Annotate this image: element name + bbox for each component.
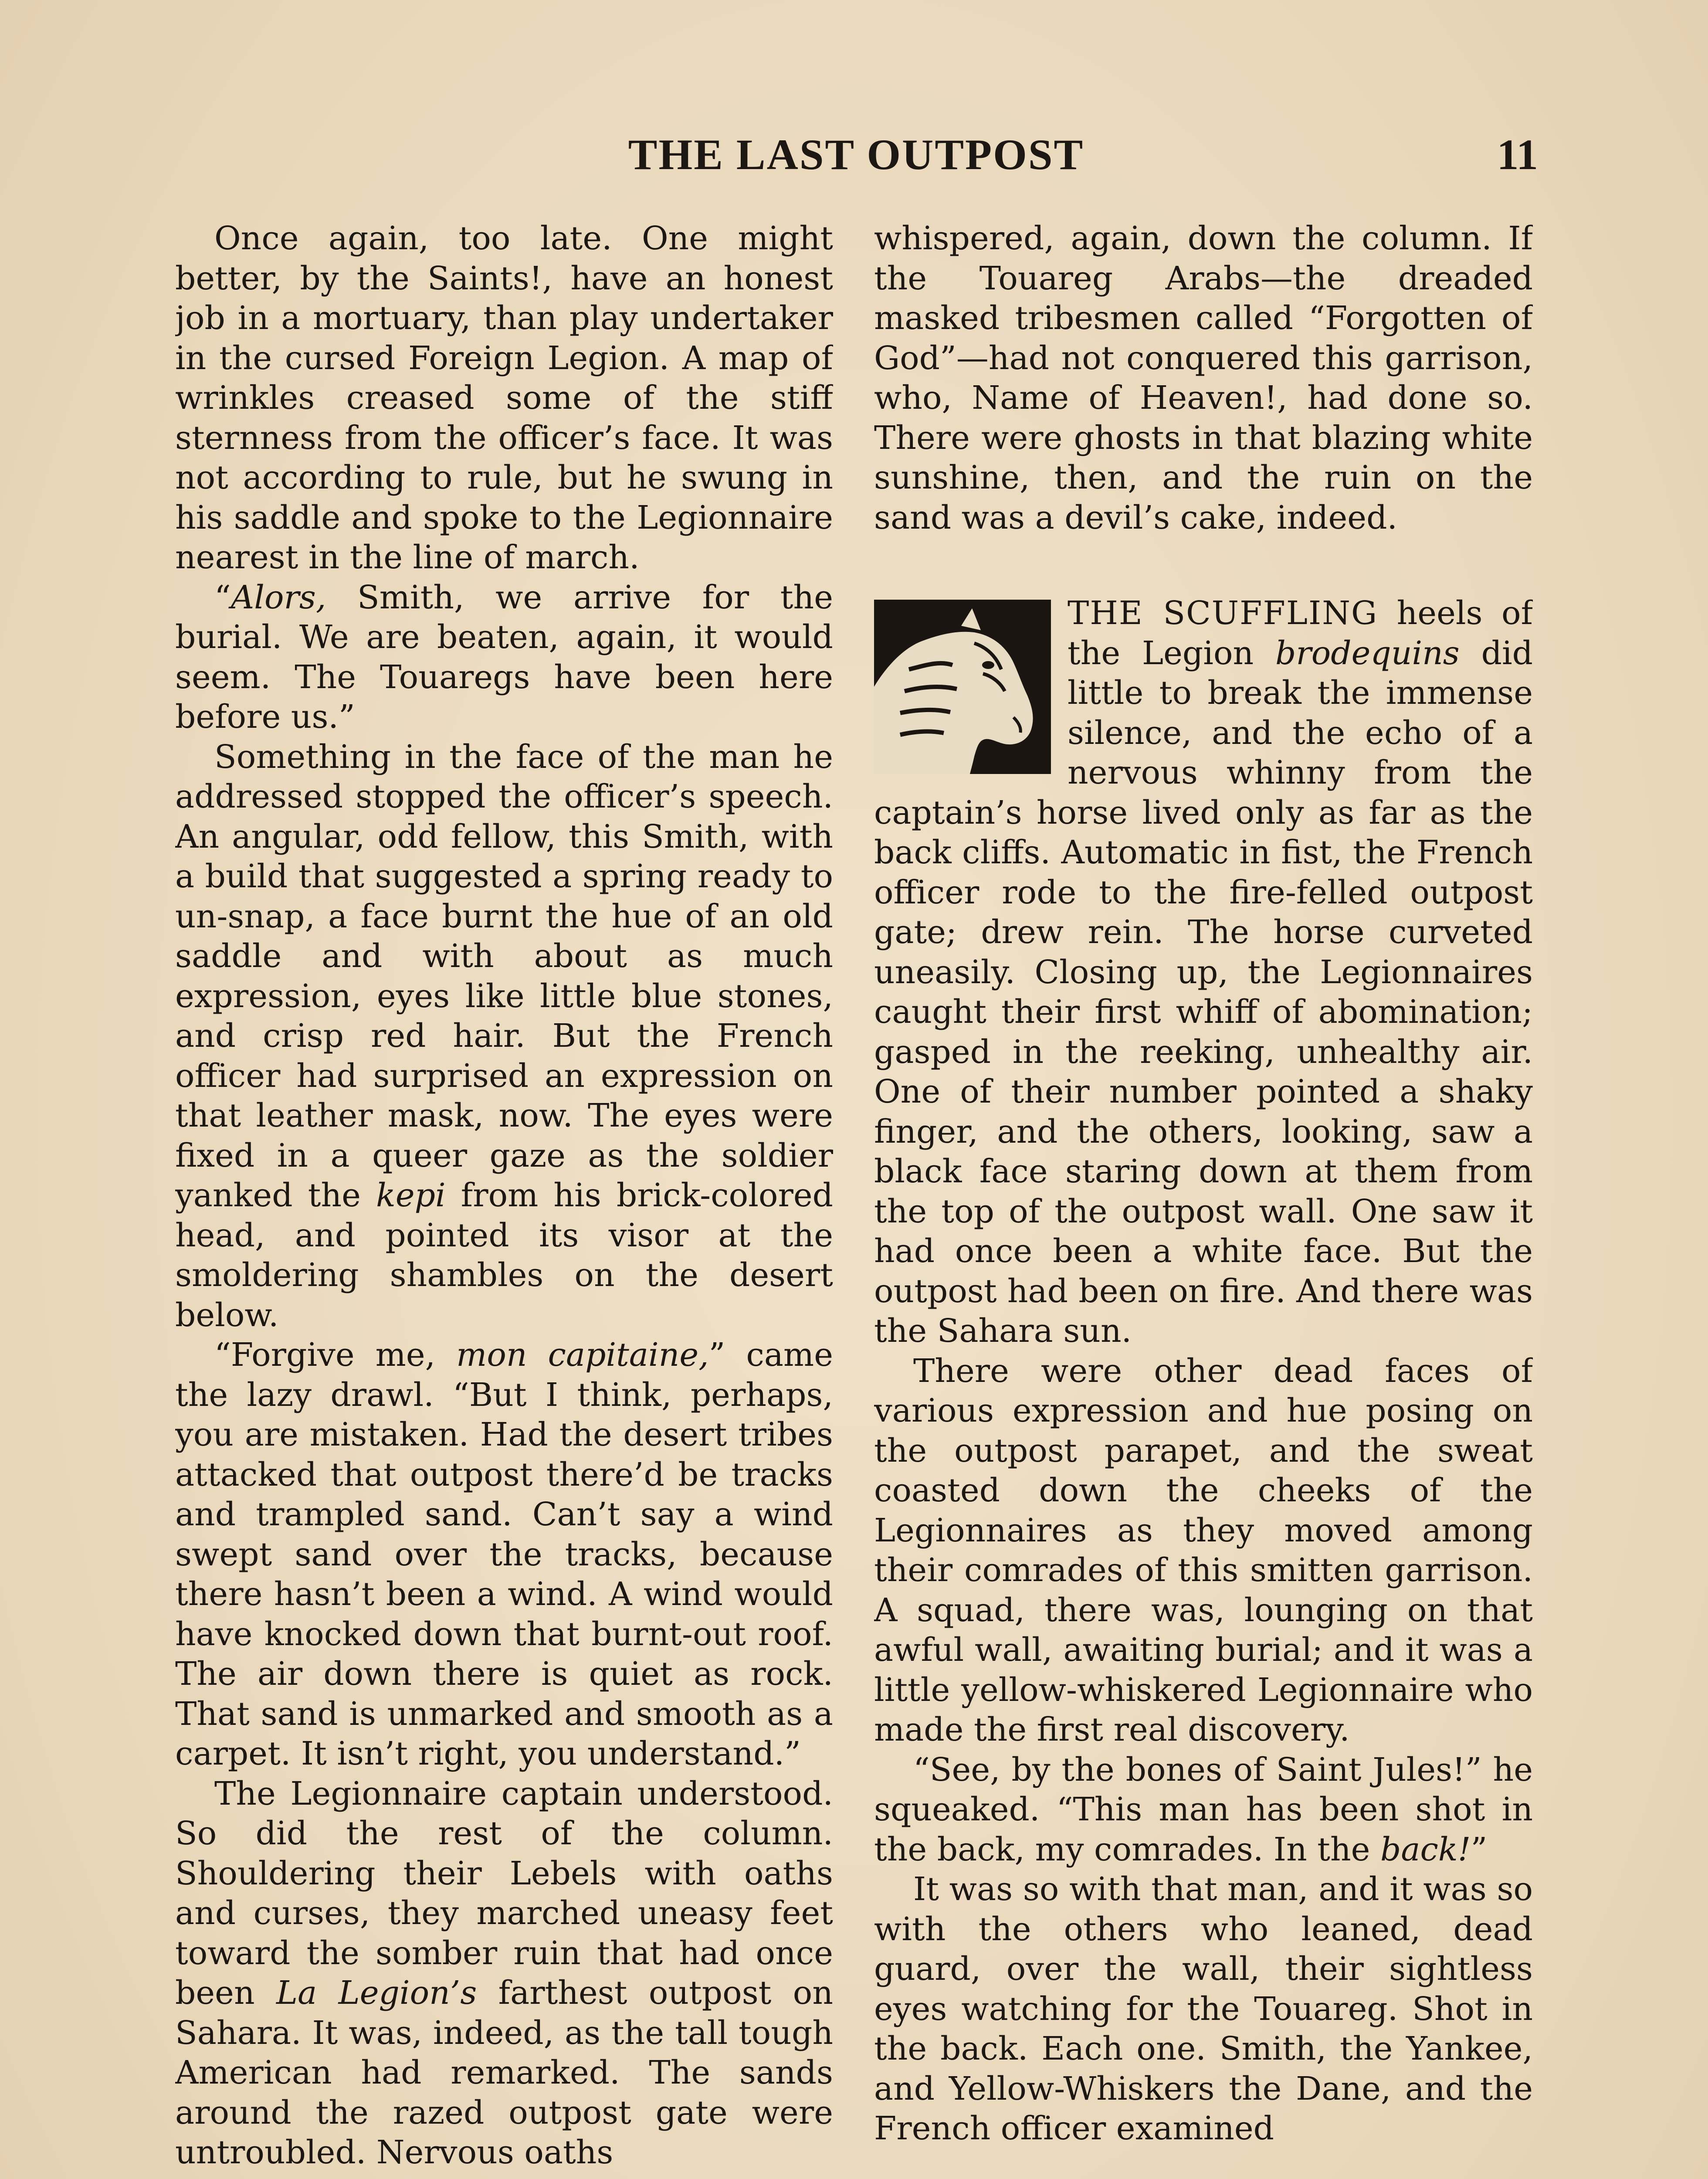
page-number: 11 [1497, 130, 1538, 179]
paragraph: “See, by the bones of Saint Jules!” he squeaked. “This man has been shot in the back, my comrades. In the back!” [874, 1751, 1533, 1868]
paragraph: THE SCUFFLING heels of the Legion brodequins did little to break the immense silence, and the echo of a nervous whinny from the captain’s horse lived only as far as the back cliffs. Automatic in fist, the French officer rode to the fire-felled outpost gate; drew rein. The horse curveted uneasily. Closing up, the Legionnaires caught their first whiff of abomination; gasped in the reeking, unhealthy air. One of their number pointed a shaky finger, and the others, looking, saw a black face staring down at them from the top of the outpost wall. One saw it had once been a white face. But the outpost had been on fire. And there was the Sahara sun. [874, 594, 1533, 1350]
paragraph: The Legionnaire captain understood. So did the rest of the column. Shouldering their Lebels with oaths and curses, they marched uneasy feet toward the somber ruin that had once been La Legion’s farthest outpost on Sahara. It was, indeed, as the tall tough American had remarked. The sands around the razed outpost gate were untroubled. Nervous oaths [175, 1775, 833, 2171]
paragraph: It was so with that man, and it was so with the others who leaned, dead guard, over the wall, their sightless eyes watching for the Touareg. Shot in the back. Each one. Smith, the Yankee, and Yellow-Whiskers the Dane, and the French officer examined [874, 1870, 1533, 2147]
paragraph: “Forgive me, mon capitaine,” came the lazy drawl. “But I think, perhaps, you are mistaken. Had the desert tribes attacked that outpost there’d be tracks and trampled sand. Can’t say a wind swept sand over the tracks, because there hasn’t been a wind. A wind would have knocked down that burnt-out roof. The air down there is quiet as rock. That sand is unmarked and smooth as a carpet. It isn’t right, you understand.” [175, 1336, 833, 1772]
left-column [175, 219, 833, 2179]
page-title: THE LAST OUTPOST [628, 130, 1084, 179]
running-header [174, 126, 1538, 183]
right-column [874, 219, 1533, 2179]
paragraph: “Alors, Smith, we arrive for the burial. We are beaten, again, it would seem. The Touaregs have been here before us.” [175, 578, 833, 736]
horse-head-icon [874, 600, 1051, 774]
paragraph: There were other dead faces of various expression and hue posing on the outpost parapet, and the sweat coasted down the cheeks of the Legionnaires as they moved among their comrades of this smitten garrison. A squad, there was, lounging on that awful wall, awaiting burial; and it was a little yellow-whiskered Legionnaire who made the first real discovery. [874, 1352, 1533, 1748]
paragraph: Once again, too late. One might better, by the Saints!, have an honest job in a mortuary, than play undertaker in the cursed Foreign Legion. A map of wrinkles creased some of the stiff sternness from the officer’s face. It was not according to rule, but he swung in his saddle and spoke to the Legionnaire nearest in the line of march. [175, 220, 833, 576]
paragraph: whispered, again, down the column. If the Touareg Arabs—the dreaded masked tribesmen called “Forgotten of God”—had not conquered this garrison, who, Name of Heaven!, had done so. There were ghosts in that blazing white sunshine, then, and the ruin on the sand was a devil’s cake, indeed. [874, 220, 1533, 536]
paragraph: Something in the face of the man he addressed stopped the officer’s speech. An angular, odd fellow, this Smith, with a build that suggested a spring ready to un-snap, a face burnt the hue of an old saddle and with about as much expression, eyes like little blue stones, and crisp red hair. But the French officer had surprised an expression on that leather mask, now. The eyes were fixed in a queer gaze as the soldier yanked the kepi from his brick-colored head, and pointed its visor at the smoldering shambles on the desert below. [175, 738, 833, 1334]
